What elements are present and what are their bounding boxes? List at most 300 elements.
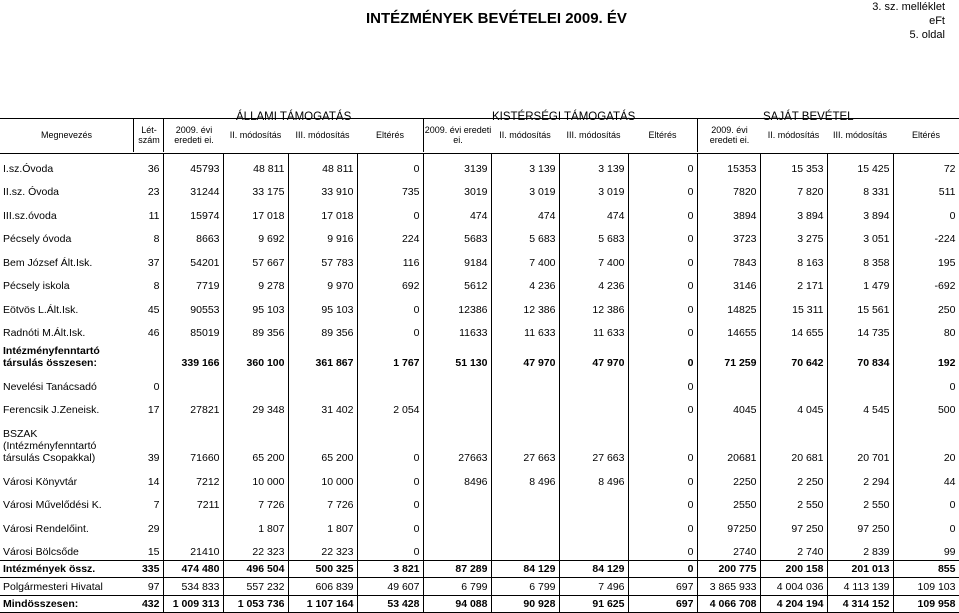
table-row [0,395,959,419]
cell-letszam: 46 [133,318,163,342]
row-name: Pécsely óvoda [3,233,72,245]
cell-sajat-m2: 2 550 [760,490,827,514]
cell-letszam: 0 [133,371,163,395]
cell-kisterseg-orig: 5612 [423,271,491,295]
cell-allami-m2: 496 504 [223,560,288,578]
cell-kisterseg-m3: 84 129 [559,560,628,578]
cell-allami-diff: 0 [357,318,423,342]
annex-label: 3. sz. melléklet [872,1,945,13]
cell-allami-m3 [288,371,357,395]
cell-allami-diff: 0 [357,537,423,561]
column-header-allami-diff: Eltérés [375,130,404,140]
cell-sajat-diff: 80 [893,318,959,342]
cell-sajat-m2: 4 045 [760,395,827,419]
cell-letszam: 15 [133,537,163,561]
row-name: Városi Könyvtár [3,475,78,488]
cell-allami-m3: 33 910 [288,177,357,201]
cell-sajat-m3: 1 479 [827,271,893,295]
cell-allami-diff: 0 [357,200,423,224]
cell-sajat-orig: 3894 [697,200,760,224]
cell-allami-diff: 0 [357,513,423,537]
cell-allami-orig: 7719 [163,271,223,295]
cell-kisterseg-m3 [559,395,628,419]
cell-sajat-diff: 0 [893,371,959,395]
row-name: I.sz.Óvoda [3,162,54,175]
cell-kisterseg-diff: 0 [628,318,697,342]
row-name: Polgármesteri Hivatal [0,578,133,596]
cell-kisterseg-orig [423,395,491,419]
cell-sajat-diff: -224 [893,224,959,248]
cell-sajat-orig: 20681 [697,418,760,466]
cell-allami-m3: 17 018 [288,200,357,224]
cell-allami-orig: 85019 [163,318,223,342]
cell-kisterseg-m2: 12 386 [491,294,559,318]
cell-kisterseg-diff: 697 [628,578,697,596]
cell-sajat-orig: 2550 [697,490,760,514]
cell-kisterseg-diff: 0 [628,560,697,578]
cell-kisterseg-m2: 7 400 [491,247,559,271]
cell-sajat-m2: 7 820 [760,177,827,201]
group-kistersegi-tamogatas: KISTÉRSÉGI TÁMOGATÁS [492,111,636,123]
cell-kisterseg-orig: 5683 [423,224,491,248]
cell-sajat-m3: 8 331 [827,177,893,201]
column-header-megnevezes: Megnevezés [40,130,93,140]
cell-kisterseg-m2: 4 236 [491,271,559,295]
cell-sajat-m3: 2 839 [827,537,893,561]
cell-kisterseg-m2: 3 019 [491,177,559,201]
cell-kisterseg-orig: 11633 [423,318,491,342]
cell-kisterseg-m2: 47 970 [491,341,559,371]
row-name: BSZAK (Intézményfenntartó társulás Csopakkal) [3,428,97,464]
cell-kisterseg-m3: 474 [559,200,628,224]
row-name: Intézmények össz. [0,560,133,578]
table-row [0,224,959,248]
row-name: Városi Művelődési K. [3,499,102,511]
cell-kisterseg-m3: 27 663 [559,418,628,466]
cell-sajat-orig: 7843 [697,247,760,271]
table-row [0,177,959,201]
cell-kisterseg-m2: 8 496 [491,466,559,490]
cell-allami-orig: 31244 [163,177,223,201]
cell-sajat-m2: 3 275 [760,224,827,248]
cell-sajat-orig: 3 865 933 [697,578,760,596]
cell-sajat-m3: 4 314 152 [827,595,893,613]
cell-sajat-diff: 0 [893,490,959,514]
cell-sajat-orig: 3146 [697,271,760,295]
cell-allami-m3: 95 103 [288,294,357,318]
cell-letszam: 7 [133,490,163,514]
row-name: Mindösszesen: [0,595,133,613]
row-name: Nevelési Tanácsadó [3,380,97,393]
cell-sajat-orig [697,371,760,395]
cell-sajat-diff: 195 [893,247,959,271]
column-header-allami-orig: 2009. évi eredeti ei. [163,118,224,152]
cell-allami-diff: 2 054 [357,395,423,419]
row-name: Intézményfenntartó társulás összesen: [3,345,100,369]
page-corner-info [872,0,945,42]
cell-kisterseg-m3: 8 496 [559,466,628,490]
cell-letszam: 39 [133,418,163,466]
cell-sajat-m2: 15 353 [760,153,827,177]
table-row [0,537,959,561]
cell-kisterseg-m2: 5 683 [491,224,559,248]
cell-sajat-orig: 200 775 [697,560,760,578]
cell-allami-m2: 22 323 [223,537,288,561]
cell-sajat-diff: 44 [893,466,959,490]
cell-sajat-diff: 250 [893,294,959,318]
cell-sajat-orig: 71 259 [697,341,760,371]
cell-kisterseg-orig: 3019 [423,177,491,201]
cell-allami-diff: 692 [357,271,423,295]
cell-letszam: 97 [133,578,163,596]
cell-allami-diff: 1 767 [357,341,423,371]
cell-letszam: 17 [133,395,163,419]
cell-kisterseg-m3: 12 386 [559,294,628,318]
cell-sajat-diff: 855 [893,560,959,578]
group-allami-tamogatas: ÁLLAMI TÁMOGATÁS [236,111,352,123]
cell-letszam [133,341,163,371]
cell-allami-diff: 116 [357,247,423,271]
row-name: Városi Bölcsőde [3,545,79,558]
cell-sajat-m3: 15 561 [827,294,893,318]
cell-sajat-orig: 15353 [697,153,760,177]
cell-kisterseg-orig: 6 799 [423,578,491,596]
cell-allami-orig: 8663 [163,224,223,248]
table-row [0,247,959,271]
cell-kisterseg-orig: 12386 [423,294,491,318]
cell-allami-m2: 95 103 [223,294,288,318]
table-row [0,560,959,578]
column-header-kisterseg-m2: II. módosítás [499,130,551,140]
row-name: III.sz.óvoda [3,209,57,222]
cell-kisterseg-m2: 474 [491,200,559,224]
page-number: 5. oldal [909,29,945,41]
cell-kisterseg-diff: 0 [628,271,697,295]
cell-kisterseg-diff: 697 [628,595,697,613]
cell-kisterseg-orig [423,490,491,514]
cell-sajat-m2: 2 250 [760,466,827,490]
cell-kisterseg-diff: 0 [628,466,697,490]
cell-sajat-diff: 20 [893,418,959,466]
cell-kisterseg-m3: 7 400 [559,247,628,271]
cell-kisterseg-m2: 6 799 [491,578,559,596]
cell-allami-orig: 7212 [163,466,223,490]
row-name: Pécsely iskola [3,280,70,292]
cell-allami-diff: 53 428 [357,595,423,613]
cell-allami-m2: 33 175 [223,177,288,201]
row-name: Városi Rendelőint. [3,522,89,535]
cell-kisterseg-m2 [491,395,559,419]
cell-sajat-diff: 0 [893,513,959,537]
column-header-sajat-diff: Eltérés [911,130,940,140]
cell-sajat-orig: 4 066 708 [697,595,760,613]
cell-allami-orig: 7211 [163,490,223,514]
cell-allami-m3: 361 867 [288,341,357,371]
cell-sajat-diff: 511 [893,177,959,201]
cell-letszam: 335 [133,560,163,578]
cell-sajat-orig: 14655 [697,318,760,342]
table-row [0,318,959,342]
cell-allami-m3: 48 811 [288,153,357,177]
cell-letszam: 23 [133,177,163,201]
cell-allami-orig: 71660 [163,418,223,466]
cell-allami-m3: 1 807 [288,513,357,537]
cell-allami-m3: 9 970 [288,271,357,295]
cell-letszam: 14 [133,466,163,490]
cell-sajat-m3: 201 013 [827,560,893,578]
cell-sajat-m2: 4 204 194 [760,595,827,613]
cell-kisterseg-m3 [559,513,628,537]
cell-letszam: 432 [133,595,163,613]
cell-allami-orig: 474 480 [163,560,223,578]
cell-kisterseg-m3: 47 970 [559,341,628,371]
cell-letszam: 37 [133,247,163,271]
row-name: Ferencsik J.Zeneisk. [3,404,100,416]
table-row [0,595,959,613]
cell-allami-diff: 3 821 [357,560,423,578]
cell-allami-m2: 1 807 [223,513,288,537]
cell-allami-diff: 0 [357,153,423,177]
table-row [0,490,959,514]
cell-kisterseg-diff: 0 [628,395,697,419]
cell-allami-orig: 21410 [163,537,223,561]
cell-kisterseg-orig: 87 289 [423,560,491,578]
cell-allami-orig: 90553 [163,294,223,318]
column-header-kisterseg-orig: 2009. évi eredeti ei. [423,118,492,152]
cell-allami-m3: 31 402 [288,395,357,419]
table-row [0,418,959,466]
cell-letszam: 8 [133,224,163,248]
cell-allami-m3: 500 325 [288,560,357,578]
cell-sajat-diff: 109 958 [893,595,959,613]
cell-allami-orig: 1 009 313 [163,595,223,613]
row-name: II.sz. Óvoda [3,186,60,198]
cell-kisterseg-orig: 3139 [423,153,491,177]
cell-sajat-diff: 109 103 [893,578,959,596]
cell-kisterseg-m3 [559,371,628,395]
cell-sajat-m2: 8 163 [760,247,827,271]
cell-sajat-m3: 2 550 [827,490,893,514]
column-header-sajat-m3: III. módosítás [832,130,888,140]
cell-kisterseg-m3: 91 625 [559,595,628,613]
cell-sajat-m2: 2 171 [760,271,827,295]
cell-kisterseg-diff: 0 [628,153,697,177]
cell-sajat-m3: 8 358 [827,247,893,271]
cell-sajat-diff: 0 [893,200,959,224]
cell-sajat-m2: 20 681 [760,418,827,466]
cell-allami-m2: 65 200 [223,418,288,466]
page-title: INTÉZMÉNYEK BEVÉTELEI 2009. ÉV [366,10,627,27]
cell-kisterseg-m2 [491,513,559,537]
cell-sajat-m2: 97 250 [760,513,827,537]
table-row [0,200,959,224]
cell-allami-m2: 89 356 [223,318,288,342]
cell-sajat-m3 [827,371,893,395]
cell-letszam: 8 [133,271,163,295]
revenue-table [0,153,959,613]
cell-allami-m2 [223,371,288,395]
cell-sajat-m3: 2 294 [827,466,893,490]
cell-sajat-m2: 14 655 [760,318,827,342]
cell-kisterseg-diff: 0 [628,294,697,318]
cell-kisterseg-diff: 0 [628,224,697,248]
cell-allami-m3: 1 107 164 [288,595,357,613]
cell-kisterseg-diff: 0 [628,177,697,201]
cell-allami-orig [163,371,223,395]
cell-letszam: 36 [133,153,163,177]
table-row [0,578,959,596]
cell-allami-m3: 7 726 [288,490,357,514]
cell-allami-m3: 57 783 [288,247,357,271]
cell-letszam: 45 [133,294,163,318]
cell-sajat-orig: 14825 [697,294,760,318]
cell-sajat-m3: 15 425 [827,153,893,177]
column-header-allami-m2: II. módosítás [229,130,282,140]
cell-sajat-diff: 99 [893,537,959,561]
cell-sajat-m3: 4 113 139 [827,578,893,596]
cell-allami-orig: 45793 [163,153,223,177]
cell-allami-diff: 735 [357,177,423,201]
cell-allami-m3: 89 356 [288,318,357,342]
cell-kisterseg-diff: 0 [628,513,697,537]
cell-allami-orig: 15974 [163,200,223,224]
cell-allami-m2: 57 667 [223,247,288,271]
cell-allami-m2: 10 000 [223,466,288,490]
cell-sajat-m2: 3 894 [760,200,827,224]
cell-kisterseg-m3: 11 633 [559,318,628,342]
cell-kisterseg-m2 [491,490,559,514]
cell-allami-diff: 0 [357,294,423,318]
cell-allami-m3: 9 916 [288,224,357,248]
cell-allami-diff: 49 607 [357,578,423,596]
row-name: Eötvös L.Ált.Isk. [3,303,79,316]
cell-sajat-m3: 3 894 [827,200,893,224]
cell-sajat-m2: 70 642 [760,341,827,371]
cell-sajat-orig: 3723 [697,224,760,248]
cell-kisterseg-m2: 84 129 [491,560,559,578]
column-header-allami-m3: III. módosítás [295,130,350,140]
cell-sajat-m2: 15 311 [760,294,827,318]
cell-sajat-diff: 500 [893,395,959,419]
cell-allami-orig: 534 833 [163,578,223,596]
cell-allami-m2: 9 278 [223,271,288,295]
cell-sajat-m2: 4 004 036 [760,578,827,596]
cell-allami-m2: 48 811 [223,153,288,177]
cell-sajat-m2 [760,371,827,395]
cell-allami-diff: 0 [357,418,423,466]
cell-kisterseg-m2: 3 139 [491,153,559,177]
cell-kisterseg-orig [423,371,491,395]
cell-sajat-orig: 2250 [697,466,760,490]
cell-kisterseg-m3: 7 496 [559,578,628,596]
cell-allami-m2: 360 100 [223,341,288,371]
cell-kisterseg-m2: 11 633 [491,318,559,342]
cell-sajat-m3: 14 735 [827,318,893,342]
cell-sajat-m3: 97 250 [827,513,893,537]
cell-kisterseg-diff: 0 [628,537,697,561]
cell-kisterseg-m2 [491,537,559,561]
cell-allami-m2: 7 726 [223,490,288,514]
cell-allami-orig: 54201 [163,247,223,271]
unit-label: eFt [929,15,945,27]
cell-allami-orig: 339 166 [163,341,223,371]
cell-kisterseg-diff: 0 [628,490,697,514]
cell-allami-m3: 606 839 [288,578,357,596]
cell-letszam: 11 [133,200,163,224]
cell-kisterseg-orig: 94 088 [423,595,491,613]
cell-sajat-m3: 20 701 [827,418,893,466]
cell-kisterseg-m2: 90 928 [491,595,559,613]
table-row [0,341,959,371]
cell-allami-m3: 22 323 [288,537,357,561]
cell-kisterseg-orig [423,513,491,537]
column-header-kisterseg-diff: Eltérés [648,130,677,140]
column-header-sajat-orig: 2009. évi eredeti ei. [697,118,761,152]
cell-kisterseg-diff: 0 [628,371,697,395]
column-header-kisterseg-m3: III. módosítás [566,130,621,140]
cell-sajat-diff: 72 [893,153,959,177]
column-header-sajat-m2: II. módosítás [767,130,820,140]
cell-kisterseg-m3 [559,537,628,561]
cell-allami-diff: 0 [357,490,423,514]
cell-sajat-orig: 7820 [697,177,760,201]
table-row [0,153,959,177]
cell-sajat-m3: 3 051 [827,224,893,248]
cell-kisterseg-orig: 8496 [423,466,491,490]
cell-allami-orig [163,513,223,537]
cell-sajat-orig: 97250 [697,513,760,537]
cell-allami-m2: 17 018 [223,200,288,224]
cell-allami-diff: 224 [357,224,423,248]
cell-sajat-m2: 2 740 [760,537,827,561]
cell-allami-diff [357,371,423,395]
cell-kisterseg-diff: 0 [628,200,697,224]
cell-sajat-m3: 4 545 [827,395,893,419]
table-row [0,294,959,318]
table-row [0,271,959,295]
cell-kisterseg-m3: 3 139 [559,153,628,177]
cell-kisterseg-m2 [491,371,559,395]
row-name: Radnóti M.Ált.Isk. [3,327,86,339]
cell-sajat-diff: 192 [893,341,959,371]
cell-kisterseg-orig: 474 [423,200,491,224]
cell-allami-m2: 557 232 [223,578,288,596]
cell-kisterseg-m2: 27 663 [491,418,559,466]
cell-sajat-orig: 2740 [697,537,760,561]
cell-kisterseg-orig: 9184 [423,247,491,271]
cell-allami-m3: 65 200 [288,418,357,466]
group-sajat-bevetel: SAJÁT BEVÉTEL [763,111,854,123]
cell-kisterseg-m3: 5 683 [559,224,628,248]
cell-sajat-orig: 4045 [697,395,760,419]
row-name: Bem József Ált.Isk. [3,256,93,269]
cell-kisterseg-orig: 27663 [423,418,491,466]
cell-kisterseg-diff: 0 [628,247,697,271]
cell-sajat-m3: 70 834 [827,341,893,371]
cell-allami-m2: 9 692 [223,224,288,248]
cell-sajat-m2: 200 158 [760,560,827,578]
cell-kisterseg-m3 [559,490,628,514]
cell-sajat-diff: -692 [893,271,959,295]
cell-kisterseg-m3: 4 236 [559,271,628,295]
cell-allami-diff: 0 [357,466,423,490]
cell-allami-m2: 1 053 736 [223,595,288,613]
column-header-letszam: Lét- szám [133,118,164,152]
cell-allami-orig: 27821 [163,395,223,419]
cell-allami-m3: 10 000 [288,466,357,490]
cell-kisterseg-diff: 0 [628,341,697,371]
cell-allami-m2: 29 348 [223,395,288,419]
